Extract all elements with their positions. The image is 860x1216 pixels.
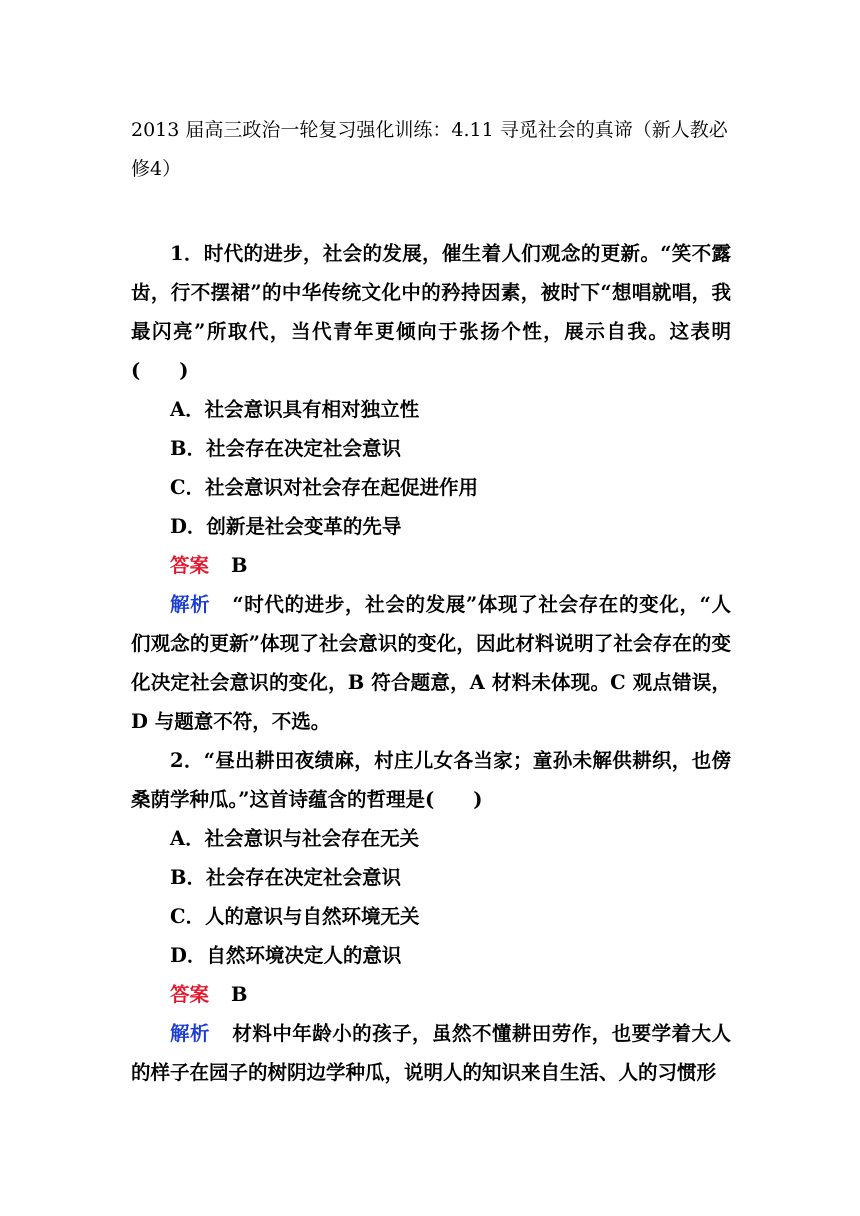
answer-line: [131, 546, 731, 585]
analysis-line: [131, 1014, 731, 1092]
option-a: A．社会意识具有相对独立性: [170, 398, 420, 421]
option-c: C．社会意识对社会存在起促进作用: [170, 476, 479, 499]
answer-label: 答案: [170, 554, 210, 577]
analysis-text: 材料中年龄小的孩子，虽然不懂耕田劳作，也要学着大人的样子在园子的树阴边学种瓜，说明人的知识来自生活、人的习惯形: [131, 1022, 731, 1084]
question-stem: 2．“昼出耕田夜绩麻，村庄儿女各当家；童孙未解供耕织，也傍桑荫学种瓜。”这首诗蕴含的哲理是( ): [131, 749, 731, 811]
question-stem: 1．时代的进步，社会的发展，催生着人们观念的更新。“笑不露齿，行不摆裙”的中华传统文化中的矜持因素，被时下“想唱就唱，我最闪亮”所取代，当代青年更倾向于张扬个性，展示自我。这表明( ): [131, 242, 731, 382]
answer-value: B: [231, 983, 248, 1006]
question-2: [131, 741, 731, 1092]
document-body: [131, 234, 731, 1092]
option-d: D．自然环境决定人的意识: [170, 944, 402, 967]
answer-label: 答案: [170, 983, 210, 1006]
analysis-label: 解析: [170, 593, 211, 616]
document-title: 2013 届高三政治一轮复习强化训练：4.11 寻觅社会的真谛（新人教必修4）: [131, 119, 728, 180]
answer-value: B: [231, 554, 248, 577]
analysis-line: [131, 585, 731, 741]
question-1: [131, 234, 731, 741]
option-b: B．社会存在决定社会意识: [170, 437, 401, 460]
analysis-label: 解析: [170, 1022, 210, 1045]
option-b: B．社会存在决定社会意识: [170, 866, 401, 889]
option-d: D．创新是社会变革的先导: [170, 515, 402, 538]
answer-line: [131, 975, 731, 1014]
option-a: A．社会意识与社会存在无关: [170, 827, 420, 850]
analysis-text: “时代的进步，社会的发展”体现了社会存在的变化，“人们观念的更新”体现了社会意识的变化，因此材料说明了社会存在的变化决定社会意识的变化，B 符合题意，A 材料未体现。C 观点错误，D 与题意不符，不选。: [131, 593, 731, 733]
option-c: C．人的意识与自然环境无关: [170, 905, 420, 928]
